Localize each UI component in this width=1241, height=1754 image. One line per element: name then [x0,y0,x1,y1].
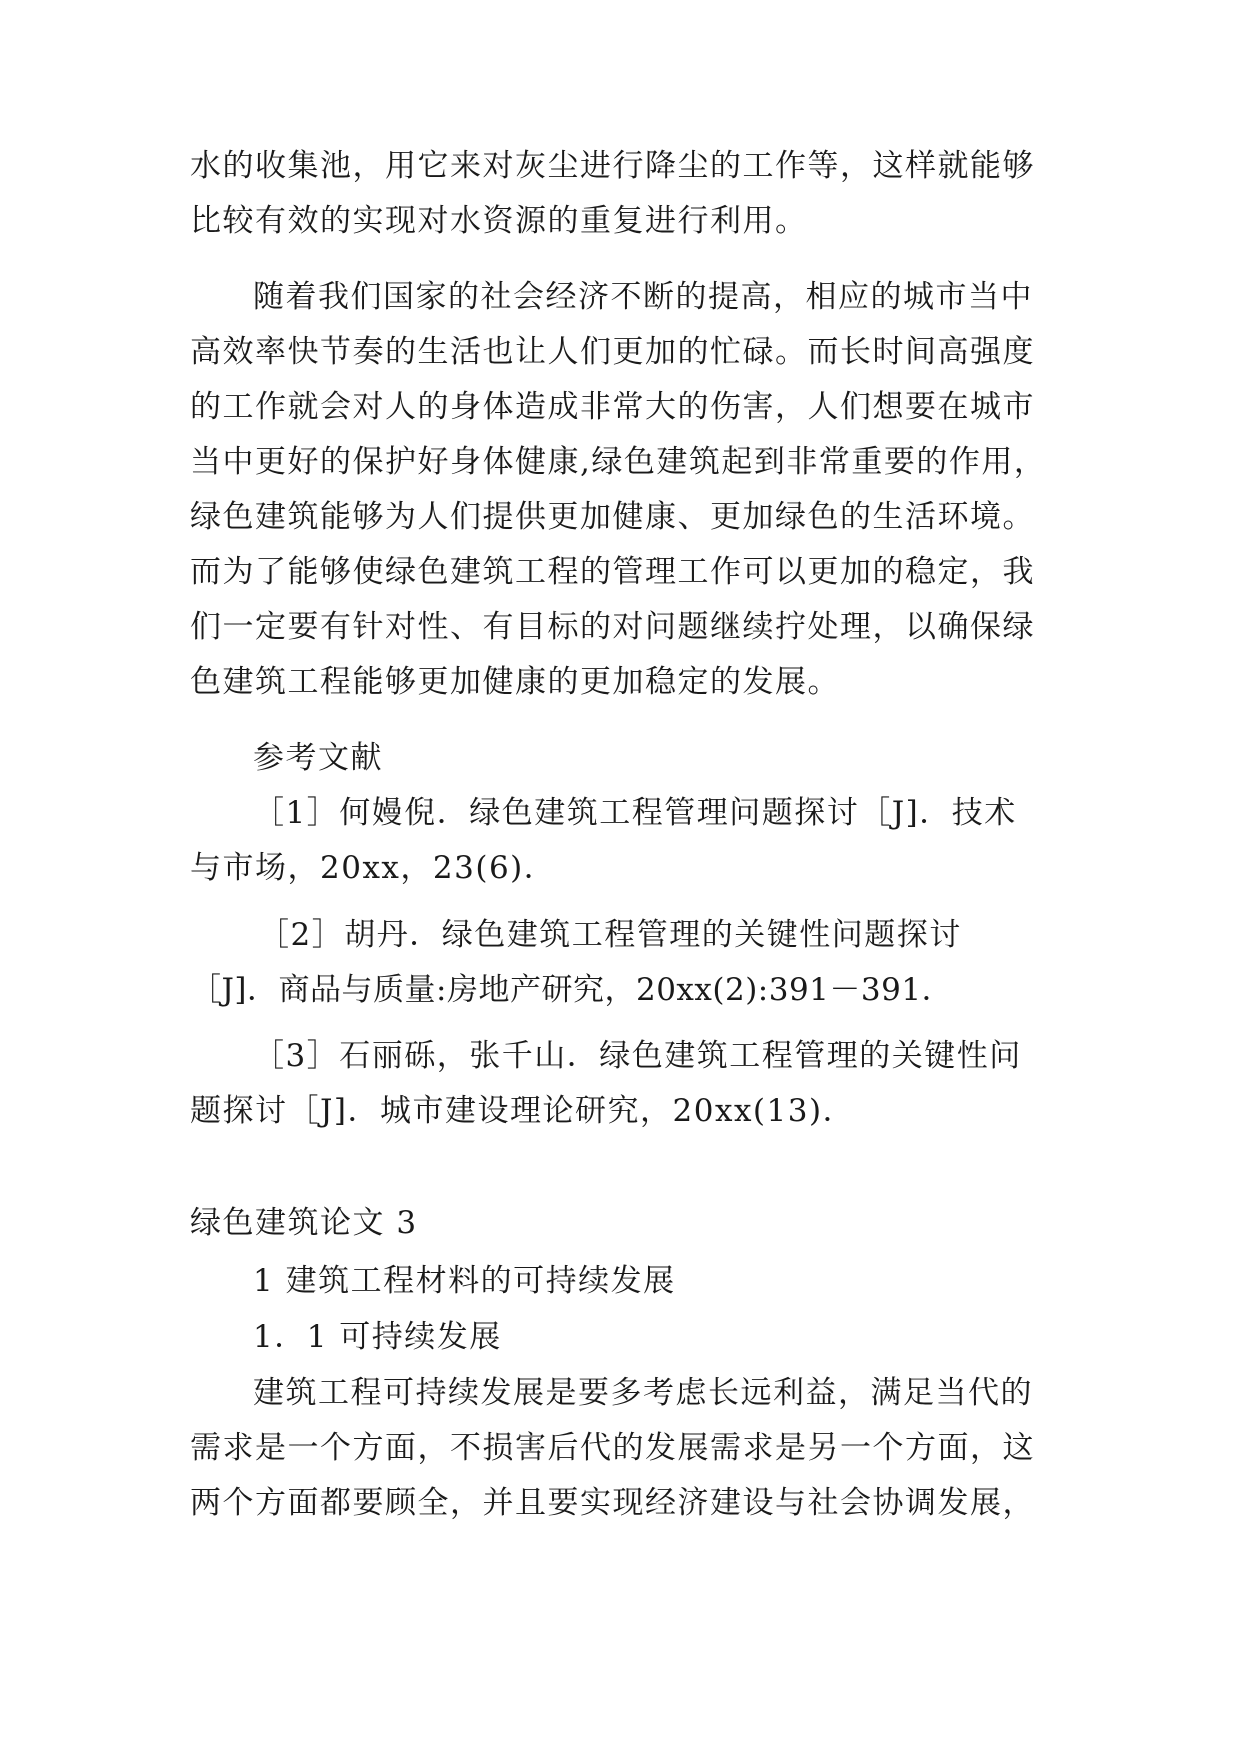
paragraph-line: 色建筑工程能够更加健康的更加稳定的发展。 [190,664,840,700]
reference-item-continuation: 题探讨［J]．城市建设理论研究，20xx(13)． [190,1093,856,1129]
section-title: 绿色建筑论文 3 [190,1205,418,1241]
references-heading: 参考文献 [253,740,383,776]
paragraph-line: 需求是一个方面，不损害后代的发展需求是另一个方面，这 [190,1430,1035,1466]
reference-item-continuation: ［J]．商品与质量:房地产研究，20xx(2):391－391． [190,972,954,1008]
paragraph-line: 们一定要有针对性、有目标的对问题继续拧处理，以确保绿 [190,609,1035,645]
paragraph-line: 比较有效的实现对水资源的重复进行利用。 [190,203,808,239]
paragraph-line: 绿色建筑能够为人们提供更加健康、更加绿色的生活环境。 [190,499,1035,535]
reference-item: ［1］何嫚倪．绿色建筑工程管理问题探讨［J]．技术 [253,795,1017,831]
paragraph-line: 随着我们国家的社会经济不断的提高，相应的城市当中 [253,279,1033,315]
paragraph-line: 水的收集池，用它来对灰尘进行降尘的工作等，这样就能够 [190,148,1035,184]
paragraph-line: 高效率快节奏的生活也让人们更加的忙碌。而长时间高强度 [190,334,1035,370]
section-heading: 1 建筑工程材料的可持续发展 [253,1263,676,1299]
reference-item-continuation: 与市场，20xx，23(6)． [190,850,557,886]
paragraph-line: 两个方面都要顾全，并且要实现经济建设与社会协调发展， [190,1485,1035,1521]
paragraph-line: 而为了能够使绿色建筑工程的管理工作可以更加的稳定，我 [190,554,1035,590]
reference-item: ［3］石丽砾，张千山．绿色建筑工程管理的关键性问 [253,1038,1022,1074]
paragraph-line: 建筑工程可持续发展是要多考虑长远利益，满足当代的 [253,1375,1033,1411]
subsection-heading: 1．1 可持续发展 [253,1319,502,1355]
paragraph-line: 当中更好的保护好身体健康,绿色建筑起到非常重要的作用， [190,444,1047,480]
reference-item: ［2］胡丹．绿色建筑工程管理的关键性问题探讨 [258,917,962,953]
paragraph-line: 的工作就会对人的身体造成非常大的伤害，人们想要在城市 [190,389,1035,425]
